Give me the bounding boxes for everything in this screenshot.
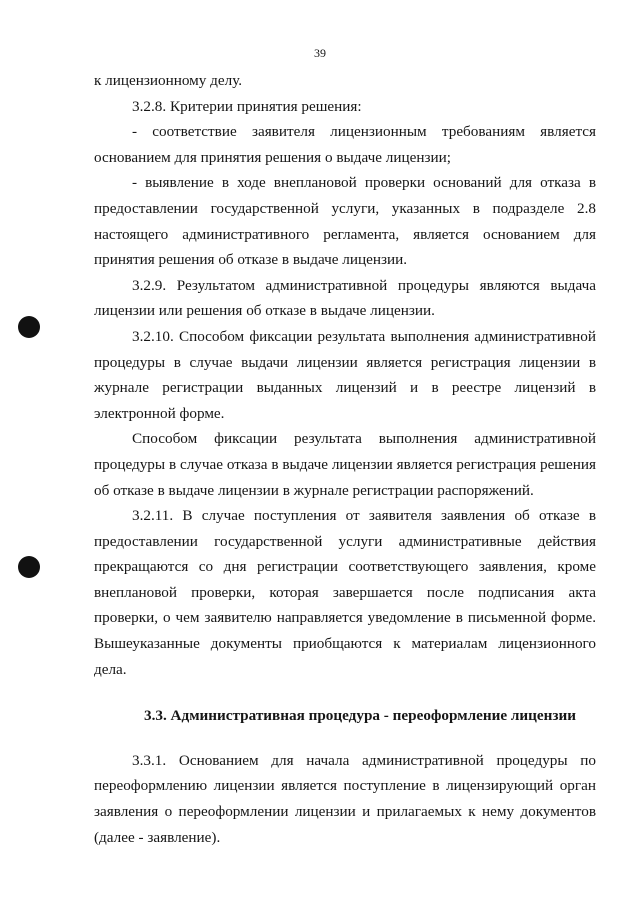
paragraph-3-2-8: 3.2.8. Критерии принятия решения: [132, 97, 362, 115]
paragraph-3-2-10: 3.2.10. Способом фиксации результата выполнения административной процедуры в случае выдачи лицензии является регистрация лицензии в журнале регистрации выданных лицензий и в реестре лицензий в электронной форме. [94, 327, 596, 422]
paragraph-criterion-1: - соответствие заявителя лицензионным требованиям является основанием для принятия решения о выдаче лицензии; [94, 123, 596, 166]
section-heading-3-3: 3.3. Административная процедура - переоформление лицензии [143, 707, 577, 725]
document-body [94, 68, 596, 850]
paragraph-criterion-2: - выявление в ходе внеплановой проверки оснований для отказа в предоставлении государственной услуги, указанных в подразделе 2.8 настоящего административного регламента, является основанием для принятия решения об отказе в выдаче лицензии. [94, 174, 596, 269]
paragraph-3-2-9: 3.2.9. Результатом административной процедуры являются выдача лицензии или решения об отказе в выдаче лицензии. [94, 276, 596, 320]
paragraph-3-2-11: 3.2.11. В случае поступления от заявителя заявления об отказе в предоставлении государственной услуги административные действия прекращаются со дня регистрации соответствующего заявления, кроме внеплановой проверки, которая завершается после подписания акта проверки, о чем заявителю направляется уведомление в письменной форме. Вышеуказанные документы приобщаются к материалам лицензионного дела. [94, 507, 596, 678]
paragraph-fixation-refusal: Способом фиксации результата выполнения административной процедуры в случае отказа в выдаче лицензии является регистрация решения об отказе в выдаче лицензии в журнале регистрации распоряжений. [94, 430, 596, 499]
binder-hole-top [18, 316, 40, 338]
paragraph-continuation: к лицензионному делу. [94, 72, 243, 89]
binder-hole-bottom [18, 556, 40, 578]
page-number: 39 [314, 46, 326, 60]
paragraph-3-3-1: 3.3.1. Основанием для начала административной процедуры по переоформлению лицензии является поступление в лицензирующий орган заявления о переоформлении лицензии и прилагаемых к нему документов (далее - заявление). [94, 751, 596, 846]
